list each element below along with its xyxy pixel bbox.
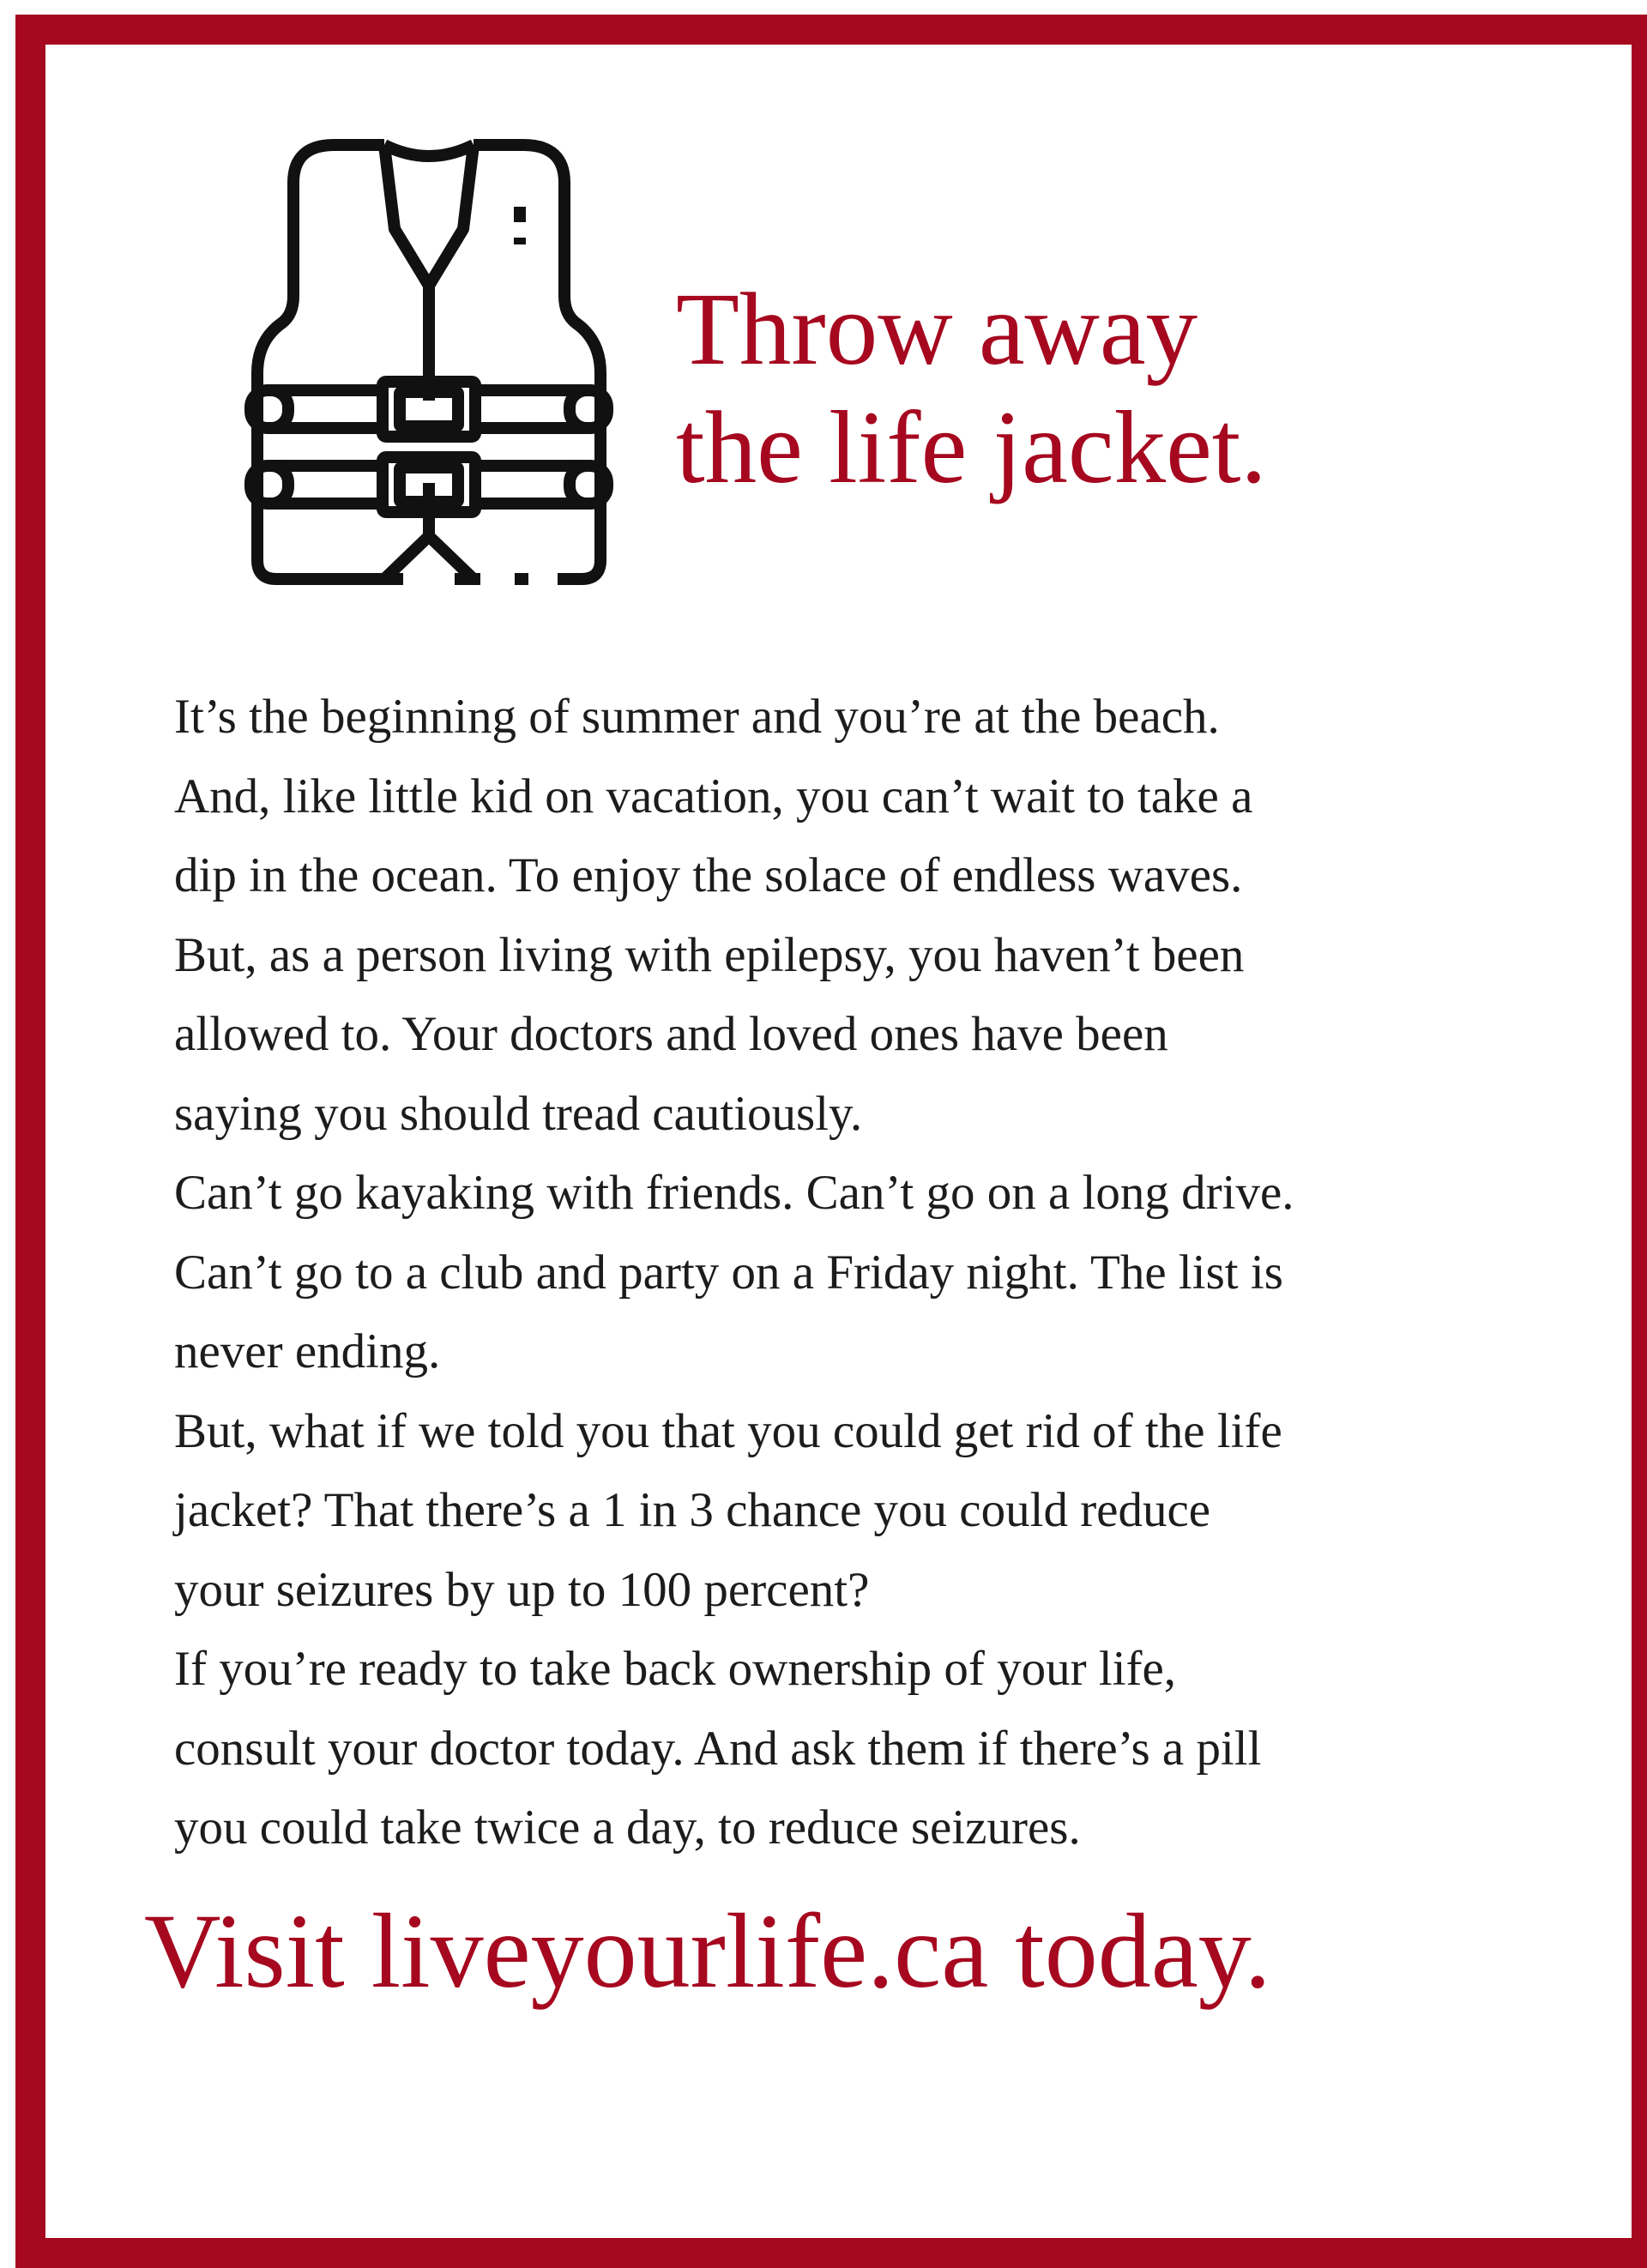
body-line: your seizures by up to 100 percent? (174, 1562, 870, 1617)
body-line: Can’t go to a club and party on a Friday night. The list is (174, 1245, 1283, 1300)
body-line: But, what if we told you that you could get rid of the life (174, 1403, 1282, 1458)
cta-text: Visit liveyourlife.ca today. (144, 1892, 1271, 2010)
body-line: jacket? That there’s a 1 in 3 chance you could reduce (174, 1483, 1211, 1537)
body-line: allowed to. Your doctors and loved ones have been (174, 1007, 1168, 1061)
life-jacket-icon (232, 133, 626, 589)
body-line: never ending. (174, 1324, 441, 1378)
headline (676, 270, 1267, 507)
headline-line-2: the life jacket. (676, 390, 1267, 505)
body-line: And, like little kid on vacation, you can’t wait to take a (174, 769, 1253, 823)
body-line: consult your doctor today. And ask them if there’s a pill (174, 1721, 1262, 1776)
body-line: you could take twice a day, to reduce seizures. (174, 1801, 1081, 1855)
body-copy (174, 678, 1581, 1868)
body-line: saying you should tread cautiously. (174, 1086, 863, 1141)
body-line: dip in the ocean. To enjoy the solace of endless waves. (174, 848, 1243, 902)
headline-line-1: Throw away (676, 272, 1198, 387)
body-line: If you’re ready to take back ownership of your life, (174, 1642, 1177, 1696)
body-line: Can’t go kayaking with friends. Can’t go on a long drive. (174, 1166, 1294, 1220)
body-line: It’s the beginning of summer and you’re at the beach. (174, 690, 1220, 744)
body-line: But, as a person living with epilepsy, you haven’t been (174, 927, 1245, 982)
